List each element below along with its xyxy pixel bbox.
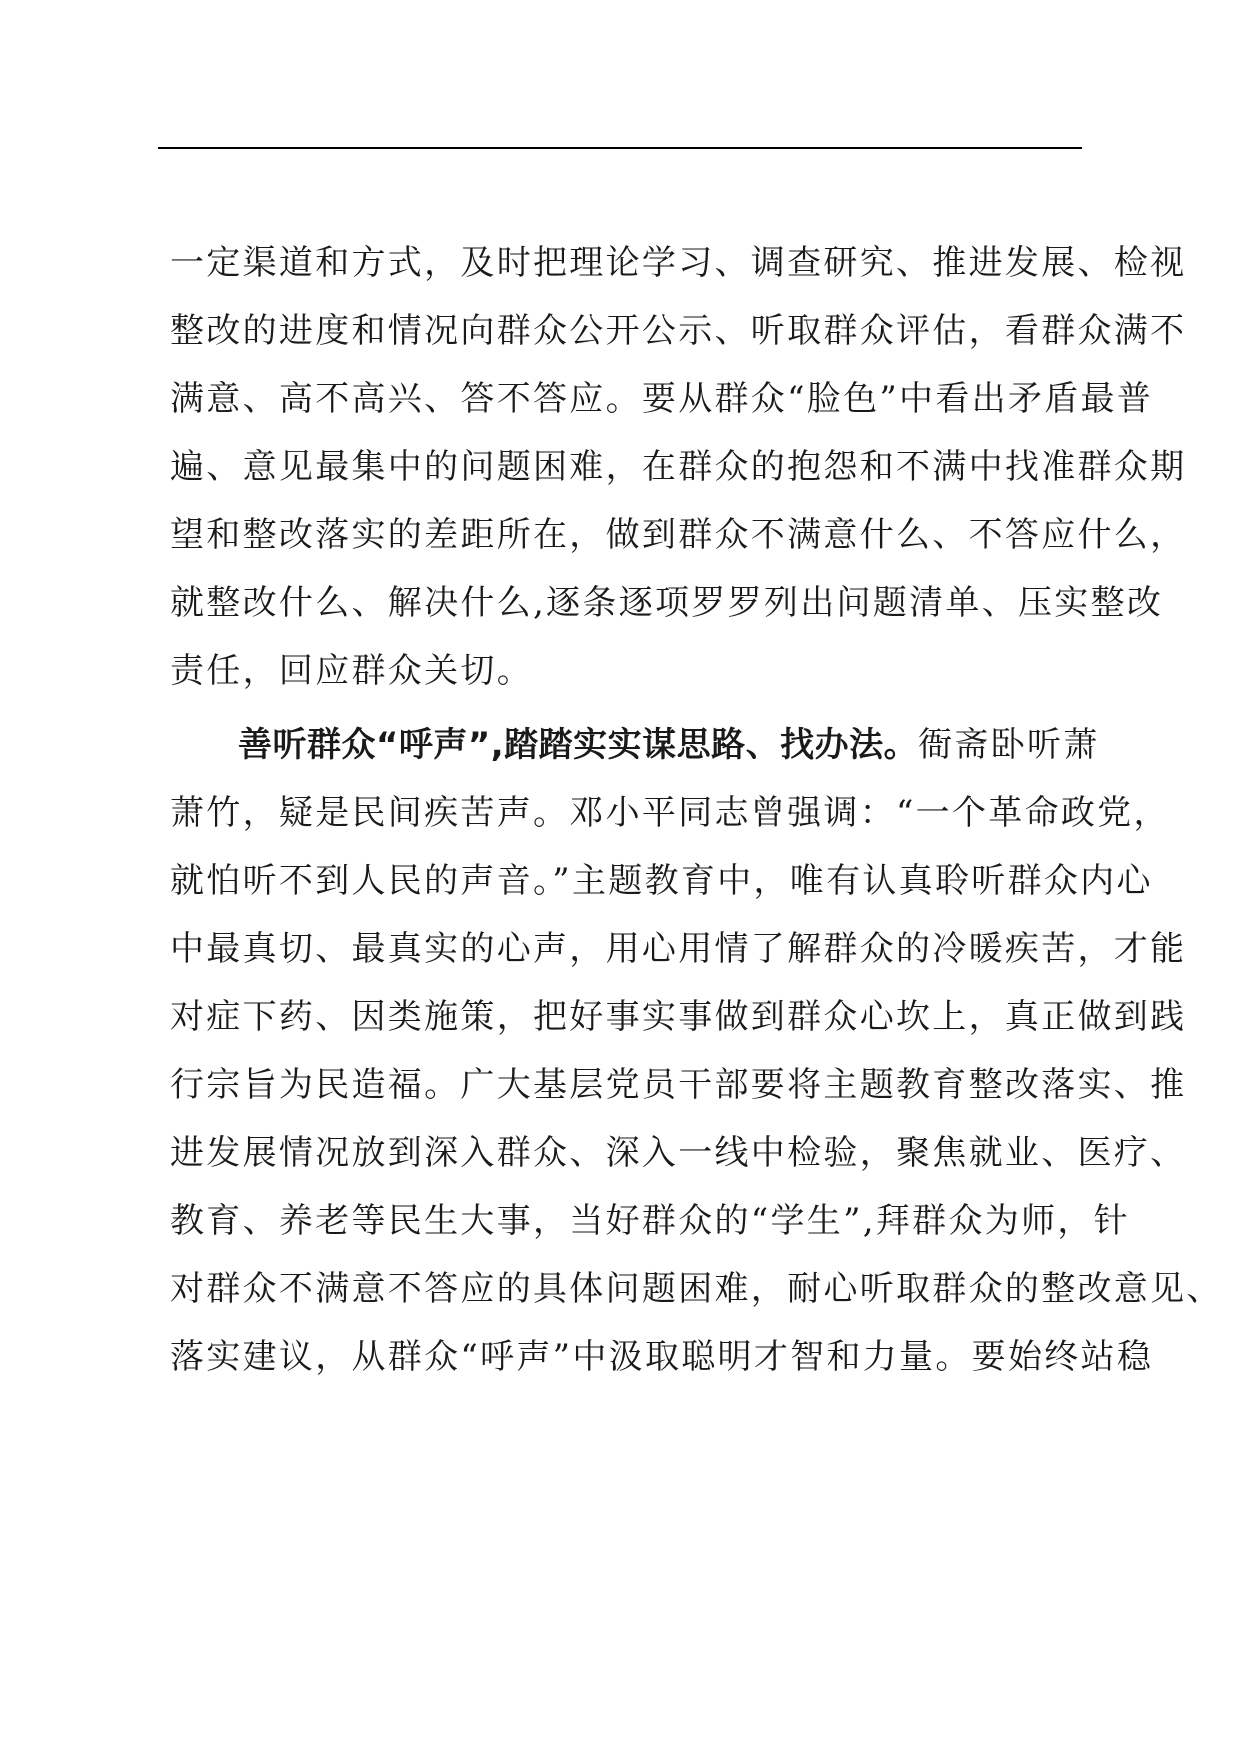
- text-line: 遍、意见最集中的问题困难，在群众的抱怨和不满中找准群众期: [170, 446, 1187, 487]
- section-heading: 善听群众“呼声”,踏踏实实谋思路、找办法。: [238, 724, 919, 765]
- text-line: 萧竹，疑是民间疾苦声。邓小平同志曾强调：“一个革命政党，: [170, 792, 1170, 833]
- text-line: 教育、养老等民生大事，当好群众的“学生”,拜群众为师，针: [170, 1200, 1130, 1241]
- text-line: 责任，回应群众关切。: [170, 650, 533, 691]
- text-line: 整改的进度和情况向群众公开公示、听取群众评估，看群众满不: [170, 310, 1187, 351]
- text-line: 行宗旨为民造福。广大基层党员干部要将主题教育整改落实、推: [170, 1064, 1187, 1105]
- paragraph-section: [170, 707, 1223, 1387]
- text-line: 望和整改落实的差距所在，做到群众不满意什么、不答应什么，: [170, 514, 1187, 555]
- text-line: 满意、高不高兴、答不答应。要从群众“脸色”中看出矛盾最普: [170, 378, 1154, 419]
- document-body: [170, 225, 1223, 1387]
- text-line: 对群众不满意不答应的具体问题困难，耐心听取群众的整改意见、: [170, 1268, 1223, 1309]
- text-line: 对症下药、因类施策，把好事实事做到群众心坎上，真正做到践: [170, 996, 1187, 1037]
- text-line: 一定渠道和方式，及时把理论学习、调查研究、推进发展、检视: [170, 242, 1187, 283]
- text-line: 就怕听不到人民的声音。”主题教育中，唯有认真聆听群众内心: [170, 860, 1153, 901]
- header-rule: [158, 147, 1082, 149]
- text-line: 进发展情况放到深入群众、深入一线中检验，聚焦就业、医疗、: [170, 1132, 1187, 1173]
- text-line: 中最真切、最真实的心声，用心用情了解群众的冷暖疾苦，才能: [170, 928, 1187, 969]
- text-run: 衙斋卧听萧: [918, 724, 1100, 765]
- text-line: 就整改什么、解决什么,逐条逐项罗罗列出问题清单、压实整改: [170, 582, 1164, 623]
- text-line: 落实建议，从群众“呼声”中汲取聪明才智和力量。要始终站稳: [170, 1336, 1154, 1377]
- section-first-line: [170, 707, 1100, 775]
- paragraph-continuation: [170, 225, 1187, 701]
